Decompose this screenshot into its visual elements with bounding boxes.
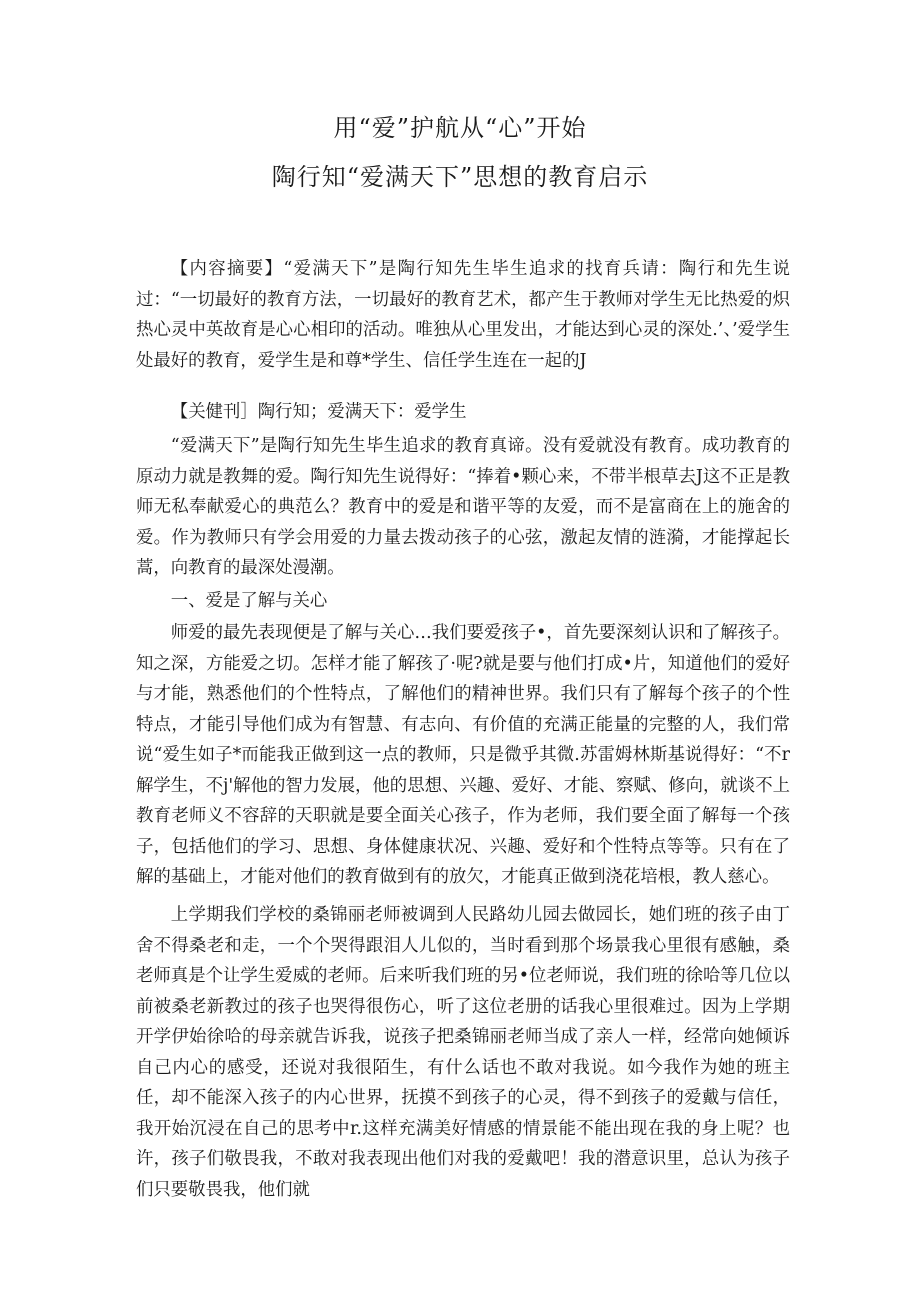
section-1-heading-block: [136, 586, 790, 617]
document-title: 用“爱”护航从“心”开始: [333, 114, 587, 142]
abstract-paragraph: [136, 254, 790, 376]
section-1-paragraph-2-block: [136, 900, 790, 1205]
section-1-paragraph-1-block: [136, 618, 790, 893]
section-1-paragraph-2: 上学期我们学校的桑锦丽老师被调到人民路幼儿园去做园长，她们班的孩子由丁舍不得桑老和走，一个个哭得跟泪人儿似的，当时看到那个场景我心里很有感触，桑老师真是个让学生爱威的老师。后来听我们班的另•位老师说，我们班的徐哈等几位以前被桑老新教过的孩子也哭得很伤心，听了这位老册的话我心里很难过。因为上学期开学伊始徐哈的母亲就告诉我，说孩子把桑锦丽老师当成了亲人一样，经常向她倾诉自己内心的感受，还说对我很陌生，有什么话也不敢对我说。如今我作为她的班主任，却不能深入孩子的内心世界，抚摸不到孩子的心灵，得不到孩子的爱戴与信任，我开始沉浸在自己的思考中r.这样充满美好情感的情景能不能出现在我的身上呢？也许，孩子们敬畏我，不敢对我表现出他们对我的爱戴吧！我的潜意识里，总认为孩子们只要敬畏我，他们就: [136, 905, 790, 1200]
abstract-text: “爱满天下”是陶行知先生毕生追求的找育兵请：陶行和先生说过：“一切最好的教育方法，一切最好的教育艺术，都产生于教师对学生无比热爱的炽热心灵中英故育是心心相印的活动。唯独从心里发出，才能达到心灵的深处.’、’爱学生处最好的教育，爱学生是和尊*学生、信任学生连在一起的J: [136, 259, 790, 371]
keywords-block: [136, 397, 790, 428]
abstract-label: 【内容摘要】: [170, 259, 284, 279]
keywords-text: 陶行知；爱满天下：爱学生: [257, 402, 467, 422]
intro-block: [136, 431, 790, 584]
section-1-heading: 一、爱是了解与关心: [170, 591, 328, 611]
intro-paragraph: “爱满天下”是陶行知先生毕生追求的教育真谛。没有爱就没有教育。成功教育的原动力就是教舞的爱。陶行知先生说得好：“捧着•颗心来，不带半根草去J这不正是教师无私奉献爱心的典范么？教育中的爱是和谐平等的友爱，而不是富商在上的施舍的爱。作为教师只有学会用爱的力量去拨动孩子的心弦，激起友情的涟漪，才能撑起长蒿，向教育的最深处漫潮。: [136, 436, 790, 578]
section-1-paragraph-1: 师爱的最先表现便是了解与关心…我们要爱孩子•，首先要深刻认识和了解孩子。知之深，方能爱之切。怎样才能了解孩了·呢?就是要与他们打成•片，知道他们的爱好与才能，熟悉他们的个性特点，了解他们的精神世界。我们只有了解每个孩子的个性特点，才能引导他们成为有智慧、有志向、有价值的充满正能量的完整的人，我们常说“爱生如子*而能我正做到这一点的教师，只是微乎其微.苏雷姆林斯基说得好：“不r解学生，不j'解他的智力发展，他的思想、兴趣、爱好、才能、察赋、修向，就谈不上教育老师义不容辞的天职就是要全面关心孩子，作为老师，我们要全面了解每一个孩子，包括他们的学习、思想、身体健康状况、兴趣、爱好和个性特点等等。只有在了解的基础上，才能对他们的教育做到有的放欠，才能真正做到浇花培根，教人慈心。: [136, 623, 790, 887]
keywords-paragraph: [136, 397, 790, 428]
keywords-label: 【关健刊］: [170, 402, 258, 422]
abstract-block: [136, 254, 790, 376]
document-subtitle: 陶行知“爱满天下”思想的教育启示: [271, 163, 649, 191]
